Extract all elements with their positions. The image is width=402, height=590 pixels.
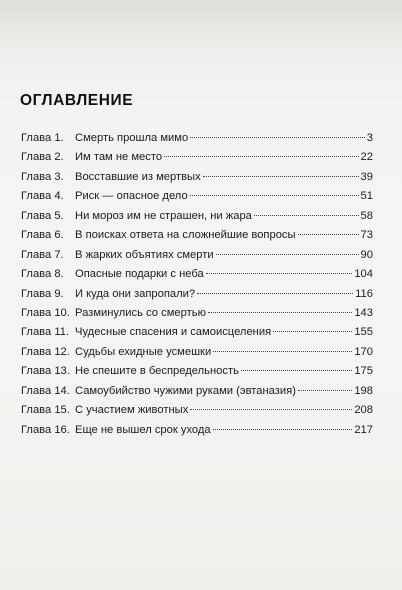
chapter-title: Не спешите в беспредельность bbox=[75, 365, 239, 378]
toc-entry bbox=[21, 323, 373, 342]
chapter-title: И куда они запропали? bbox=[75, 287, 196, 300]
page-number: 217 bbox=[354, 423, 373, 436]
toc-entry bbox=[21, 401, 373, 420]
dot-leader bbox=[206, 273, 353, 274]
chapter-label: Глава 6. bbox=[21, 229, 64, 242]
chapter-label: Глава 8. bbox=[21, 268, 64, 281]
chapter-label: Глава 3. bbox=[21, 170, 64, 183]
show-through-text-area bbox=[0, 0, 402, 70]
chapter-label: Глава 5. bbox=[21, 209, 64, 222]
chapter-title: В жарких объятиях смерти bbox=[75, 248, 214, 261]
chapter-title: Самоубийство чужими руками (эвтаназия) bbox=[75, 384, 296, 397]
toc-entry bbox=[21, 343, 373, 362]
chapter-title: Восставшие из мертвых bbox=[75, 170, 201, 183]
toc-entry bbox=[21, 265, 373, 284]
chapter-label: Глава 4. bbox=[21, 190, 64, 203]
dot-leader bbox=[197, 293, 353, 294]
page-number: 155 bbox=[354, 326, 373, 339]
toc-entry bbox=[21, 382, 373, 401]
dot-leader bbox=[298, 390, 352, 391]
toc-list bbox=[21, 129, 373, 440]
chapter-label: Глава 7. bbox=[21, 248, 64, 261]
page-number: 22 bbox=[360, 151, 373, 164]
toc-entry bbox=[21, 148, 373, 167]
toc-entry bbox=[21, 304, 373, 323]
chapter-label: Глава 15. bbox=[21, 404, 70, 417]
chapter-label: Глава 13. bbox=[21, 365, 70, 378]
dot-leader bbox=[208, 312, 352, 313]
page-number: 208 bbox=[354, 404, 373, 417]
dot-leader bbox=[203, 176, 359, 177]
dot-leader bbox=[298, 234, 359, 235]
dot-leader bbox=[213, 351, 352, 352]
page-number: 90 bbox=[360, 248, 373, 261]
toc-heading: ОГЛАВЛЕНИЕ bbox=[20, 92, 134, 109]
page-number: 170 bbox=[354, 345, 373, 358]
dot-leader bbox=[273, 331, 352, 332]
toc-entry bbox=[21, 129, 373, 148]
toc-entry bbox=[21, 362, 373, 381]
chapter-label: Глава 12. bbox=[21, 345, 70, 358]
chapter-title: Еще не вышел срок ухода bbox=[75, 423, 211, 436]
chapter-title: Им там не место bbox=[75, 151, 163, 164]
toc-entry bbox=[21, 285, 373, 304]
chapter-title: В поисках ответа на сложнейшие вопросы bbox=[75, 229, 296, 242]
page-number: 51 bbox=[360, 190, 373, 203]
dot-leader bbox=[190, 195, 359, 196]
chapter-label: Глава 10. bbox=[21, 306, 70, 319]
dot-leader bbox=[254, 215, 359, 216]
dot-leader bbox=[190, 409, 352, 410]
chapter-title: Опасные подарки с неба bbox=[75, 268, 204, 281]
chapter-title: С участием животных bbox=[75, 404, 189, 417]
page-number: 39 bbox=[360, 170, 373, 183]
dot-leader bbox=[164, 156, 358, 157]
dot-leader bbox=[241, 370, 352, 371]
chapter-title: Разминулись со смертью bbox=[75, 306, 206, 319]
toc-entry bbox=[21, 226, 373, 245]
chapter-label: Глава 1. bbox=[21, 132, 64, 144]
page-number: 104 bbox=[354, 268, 373, 281]
page-number: 143 bbox=[354, 306, 373, 319]
chapter-label: Глава 9. bbox=[21, 287, 64, 300]
page-number: 198 bbox=[354, 384, 373, 397]
page-number: 58 bbox=[360, 209, 373, 222]
page-number: 73 bbox=[360, 229, 373, 242]
toc-entry bbox=[21, 246, 373, 265]
dot-leader bbox=[216, 254, 359, 255]
chapter-label: Глава 2. bbox=[21, 151, 64, 164]
dot-leader bbox=[190, 137, 365, 138]
chapter-title: Чудесные спасения и самоисцеления bbox=[75, 326, 272, 339]
toc-entry bbox=[21, 187, 373, 206]
page-number: 175 bbox=[354, 365, 373, 378]
chapter-title: Судьбы ехидные усмешки bbox=[75, 345, 212, 358]
toc-entry bbox=[21, 207, 373, 226]
chapter-title: Смерть прошла мимо bbox=[75, 132, 189, 144]
dot-leader bbox=[213, 429, 353, 430]
chapter-title: Риск — опасное дело bbox=[75, 190, 188, 203]
chapter-label: Глава 16. bbox=[21, 423, 70, 436]
chapter-label: Глава 14. bbox=[21, 384, 70, 397]
chapter-label: Глава 11. bbox=[21, 326, 70, 339]
toc-entry bbox=[21, 168, 373, 187]
chapter-title: Ни мороз им не страшен, ни жара bbox=[75, 209, 252, 222]
page-number: 3 bbox=[366, 132, 373, 144]
toc-entry bbox=[21, 421, 373, 440]
page-number: 116 bbox=[355, 287, 373, 300]
